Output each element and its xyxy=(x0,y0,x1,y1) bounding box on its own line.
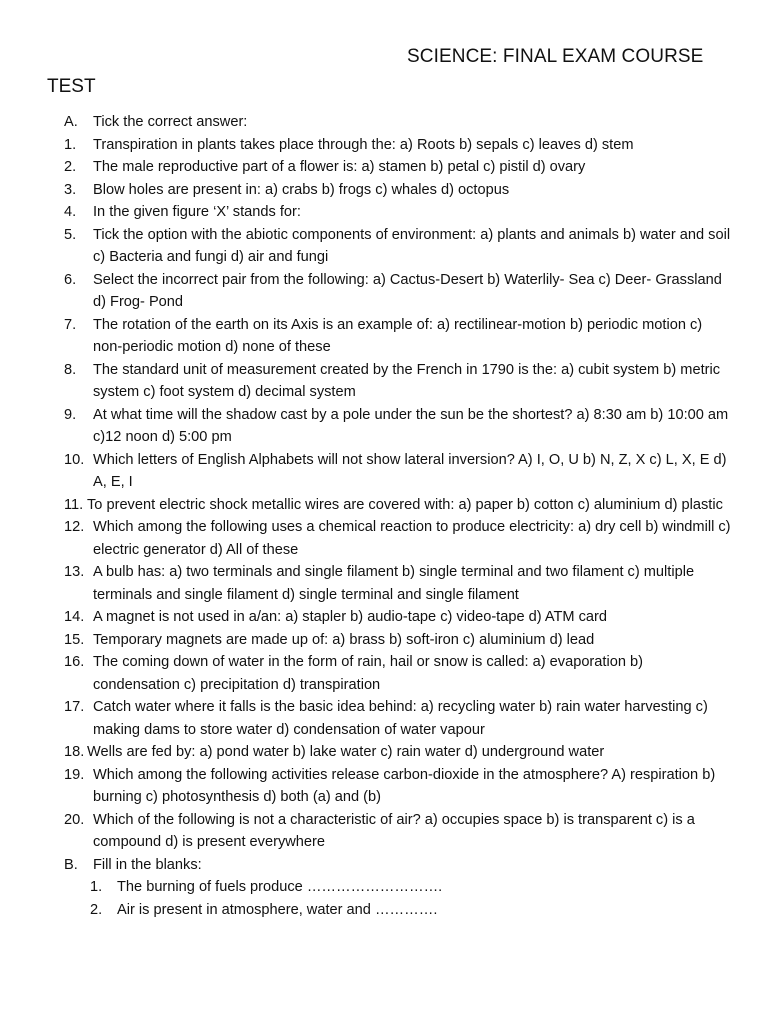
question-number: 1. xyxy=(90,879,103,895)
question-item xyxy=(64,449,732,494)
question-text: Tick the option with the abiotic components of environment: a) plants and animals b) water and soil c) Bacteria and fungi d) air and fungi xyxy=(93,226,731,265)
question-text: At what time will the shadow cast by a pole under the sun be the shortest? a) 8:30 am b) 10:00 am c)12 noon d) 5:00 pm xyxy=(93,406,729,445)
question-text: Tick the correct answer: xyxy=(93,114,248,130)
question-text: Which among the following uses a chemical reaction to produce electricity: a) dry cell b) windmill c) electric generator d) All of these xyxy=(93,519,731,558)
question-text: Which letters of English Alphabets will not show lateral inversion? A) I, O, U b) N, Z, X c) L, X, E d) A, E, I xyxy=(93,451,727,490)
question-number: 15. xyxy=(64,631,85,648)
question-item xyxy=(64,111,732,134)
question-item xyxy=(64,494,732,517)
question-number: 16. xyxy=(64,654,85,670)
question-number: B. xyxy=(64,856,78,873)
question-number: 1. xyxy=(64,136,77,153)
question-item xyxy=(64,651,732,696)
question-number: 12. xyxy=(64,519,85,535)
question-item xyxy=(64,516,732,561)
question-text: The standard unit of measurement created by the French in 1790 is the: a) cubit system b) metric system c) foot system d) decimal system xyxy=(93,361,721,400)
question-item xyxy=(64,314,732,359)
question-text: Blow holes are present in: a) crabs b) frogs c) whales d) octopus xyxy=(93,181,510,198)
question-text: The coming down of water in the form of rain, hail or snow is called: a) evaporation b) condensation c) precipitation d) transpiration xyxy=(93,654,643,693)
question-text: The burning of fuels produce ………………………. xyxy=(117,879,443,895)
question-item xyxy=(64,764,732,809)
question-number: 9. xyxy=(64,406,77,423)
question-number: 8. xyxy=(64,361,77,378)
question-text: Which among the following activities release carbon-dioxide in the atmosphere? A) respiration b) burning c) photosynthesis d) both (a) and (b) xyxy=(93,766,716,805)
question-number: 4. xyxy=(64,204,77,220)
fill-blank-item xyxy=(64,899,732,922)
question-item xyxy=(64,809,732,854)
question-number: 7. xyxy=(64,316,77,333)
test-heading: TEST xyxy=(47,76,96,97)
question-number: 3. xyxy=(64,181,77,198)
question-number: 2. xyxy=(90,901,103,918)
question-text: To prevent electric shock metallic wires are covered with: a) paper b) cotton c) aluminium d) plastic xyxy=(87,496,723,513)
question-text: Temporary magnets are made up of: a) brass b) soft-iron c) aluminium d) lead xyxy=(93,631,595,648)
question-item xyxy=(64,561,732,606)
exam-title: SCIENCE: FINAL EXAM COURSE xyxy=(407,46,704,67)
question-number: 6. xyxy=(64,271,77,288)
question-text: Air is present in atmosphere, water and …………. xyxy=(117,901,438,918)
question-item xyxy=(64,854,732,877)
question-item xyxy=(64,156,732,179)
question-item xyxy=(64,134,732,157)
question-number: 2. xyxy=(64,159,77,175)
question-number: 13. xyxy=(64,564,85,580)
question-item xyxy=(64,606,732,629)
question-text: Fill in the blanks: xyxy=(93,856,202,873)
fill-blank-item xyxy=(64,876,732,899)
question-text: Select the incorrect pair from the following: a) Cactus-Desert b) Waterlily- Sea c) Deer- Grassland d) Frog- Pond xyxy=(93,271,722,310)
question-text: Wells are fed by: a) pond water b) lake water c) rain water d) underground water xyxy=(87,744,605,760)
question-text: Transpiration in plants takes place through the: a) Roots b) sepals c) leaves d) stem xyxy=(93,136,634,153)
question-number: 11. xyxy=(64,496,84,513)
question-text: The male reproductive part of a flower is: a) stamen b) petal c) pistil d) ovary xyxy=(93,159,586,175)
question-item xyxy=(64,269,732,314)
question-number: 14. xyxy=(64,609,85,625)
question-item xyxy=(64,359,732,404)
question-number: 5. xyxy=(64,226,77,243)
question-number: A. xyxy=(64,114,78,130)
question-number: 17. xyxy=(64,699,85,715)
question-number: 19. xyxy=(64,766,85,783)
question-item xyxy=(64,741,732,764)
question-text: Which of the following is not a characteristic of air? a) occupies space b) is transparent c) is a compound d) is present everywhere xyxy=(93,811,695,850)
question-number: 18. xyxy=(64,744,85,760)
question-list xyxy=(64,111,732,921)
question-item xyxy=(64,224,732,269)
question-text: Catch water where it falls is the basic idea behind: a) recycling water b) rain water harvesting c) making dams to store water d) condensation of water vapour xyxy=(93,699,708,738)
question-item xyxy=(64,404,732,449)
question-item xyxy=(64,696,732,741)
question-item xyxy=(64,629,732,652)
question-number: 10. xyxy=(64,451,85,468)
question-item xyxy=(64,179,732,202)
question-text: A bulb has: a) two terminals and single filament b) single terminal and two filament c) multiple terminals and single filament d) single terminal and single filament xyxy=(93,564,695,603)
question-number: 20. xyxy=(64,811,85,828)
question-text: The rotation of the earth on its Axis is an example of: a) rectilinear-motion b) periodic motion c) non-periodic motion d) none of these xyxy=(93,316,703,355)
question-item xyxy=(64,201,732,224)
question-text: In the given figure ‘X’ stands for: xyxy=(93,204,301,220)
question-text: A magnet is not used in a/an: a) stapler b) audio-tape c) video-tape d) ATM card xyxy=(93,609,608,625)
